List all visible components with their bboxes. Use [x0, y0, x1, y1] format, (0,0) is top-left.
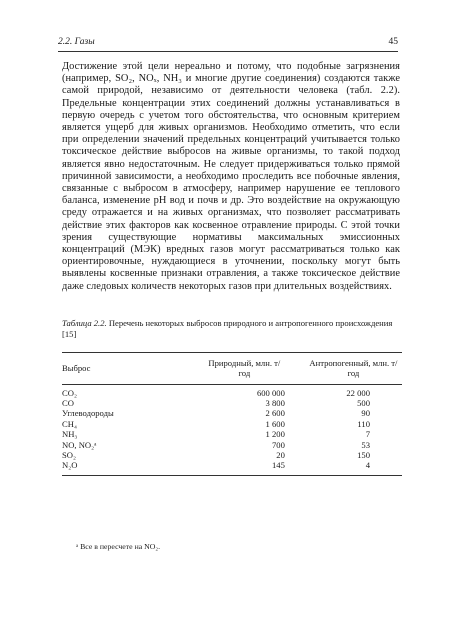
table-row — [62, 419, 402, 429]
cell-natural: 3 800 — [265, 397, 285, 408]
column-header-anthropogenic: Антропогенный, млн. т/год — [285, 353, 402, 385]
table-caption-label: Таблица 2.2. — [62, 318, 107, 328]
table-caption-text: Перечень некоторых выбросов природного и антропогенного происхождения [15] — [62, 318, 393, 339]
table-footnote: ᵃ Все в пересчете на NO₂. — [76, 542, 161, 551]
table-row — [62, 384, 402, 399]
cell-natural: 145 — [174, 461, 285, 476]
table-header-row — [62, 353, 402, 385]
cell-natural: 1 600 — [265, 418, 285, 429]
cell-natural: 2 600 — [265, 408, 285, 419]
table-row — [62, 430, 402, 440]
emissions-table — [62, 352, 402, 476]
table-row — [62, 461, 402, 476]
body-paragraph: Достижение этой цели нереально и потому, что подобные загрязнения (например, SO₂, NOₓ, NH₃ и многие другие соединения) создаются также самой природой, независимо от деятельности человека (табл. 2.2). Предельные концентрации этих соединений должны устанавливаться в первую очередь с учетом того обстоятельства, что основным критерием является ущерб для живых организмов. Необходимо отметить, что если при определении значений предельных концентраций учитывается только токсическое действие выбросов на живые организмы, то такой подход является явно недостаточным. Не следует придерживаться только прямой причинной зависимости, а необходимо проследить все побочные явления, связанные с выбросом в атмосферу, например нарушение ее теплового баланса, изменение pH вод и почв и др. Это воздействие на окружающую среду отражается и на живых организмах, что позволяет рассматривать действие этих факторов как косвенное отравление природы. С этой точки зрения существующие нормативы максимальных эмиссионных концентраций (МЭК) вредных газов могут рассматриваться только как ориентировочные, нуждающиеся в уточнении, поскольку могут быть выявлены косвенные признаки отравления, а также токсическое действие даже следовых количеств некоторых газов при длительных воздействиях. — [62, 61, 400, 292]
cell-emission: SO₂ — [62, 449, 76, 460]
cell-emission: CO₂ — [62, 387, 77, 398]
section-title: 2.2. Газы — [58, 37, 95, 47]
cell-emission: CO — [62, 397, 74, 408]
table-row — [62, 451, 402, 461]
column-header-natural: Природный, млн. т/год — [174, 353, 285, 385]
cell-anthropogenic: 500 — [357, 397, 370, 408]
cell-emission: N₂O — [62, 461, 174, 476]
page-number: 45 — [388, 37, 398, 47]
cell-anthropogenic: 7 — [365, 429, 370, 440]
cell-anthropogenic: 22 000 — [346, 387, 370, 398]
cell-anthropogenic: 90 — [361, 408, 370, 419]
cell-emission: CH₄ — [62, 418, 77, 429]
table-row — [62, 440, 402, 450]
table-row — [62, 409, 402, 419]
cell-emission: NO, NO₂ᵃ — [62, 439, 97, 450]
cell-natural: 600 000 — [256, 387, 285, 398]
cell-anthropogenic: 4 — [285, 461, 402, 476]
cell-natural: 700 — [271, 439, 285, 450]
cell-anthropogenic: 53 — [361, 439, 370, 450]
column-header-emission: Выброс — [62, 353, 174, 385]
running-header — [58, 37, 398, 52]
table-caption — [62, 318, 402, 339]
cell-anthropogenic: 150 — [357, 449, 370, 460]
cell-anthropogenic: 110 — [357, 418, 370, 429]
cell-emission: Углеводороды — [62, 408, 114, 419]
cell-natural: 20 — [276, 449, 285, 460]
cell-natural: 1 200 — [265, 429, 285, 440]
cell-emission: NH₃ — [62, 429, 78, 440]
emissions-table-wrapper — [62, 352, 402, 476]
